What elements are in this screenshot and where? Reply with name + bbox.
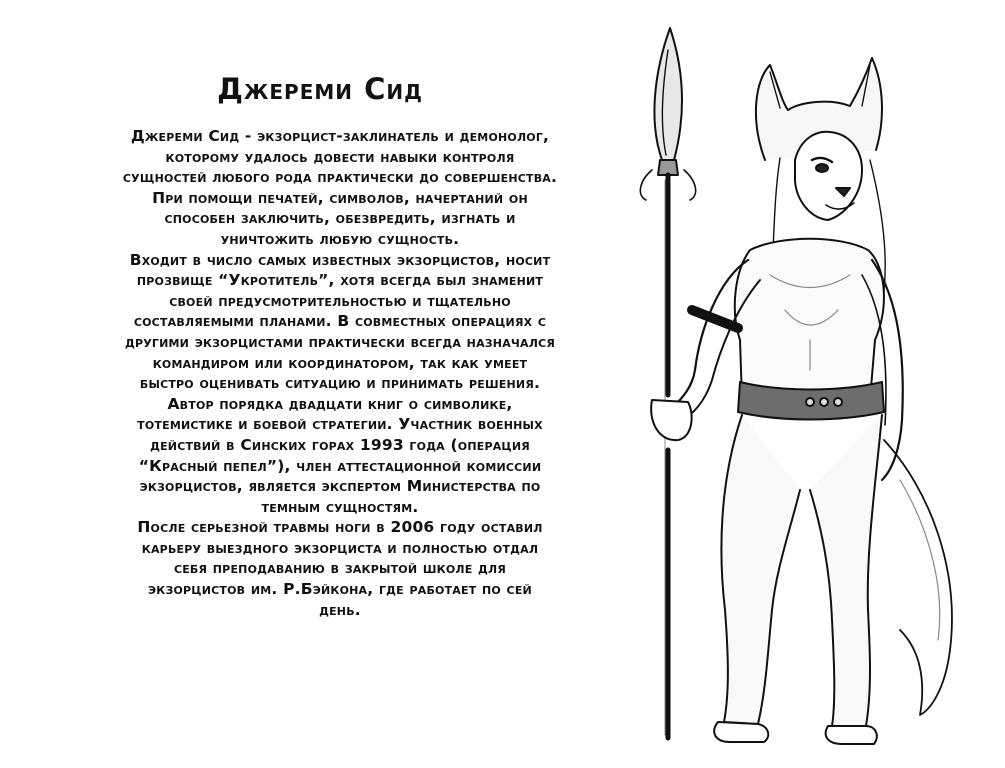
wolf-character-illustration xyxy=(600,10,1000,765)
bio-line: прозвище “Укротитель”, хотя всегда был знаменит xyxy=(136,271,544,290)
bio-line: действий в Синских горах 1993 года (операция xyxy=(150,435,530,454)
spear-icon xyxy=(640,28,695,738)
bio-line: тотемистике и боевой стратегии. Участник военных xyxy=(137,415,543,434)
bio-line: “Красный пепел”), член аттестационной комиссии xyxy=(138,456,542,475)
bio-line: командиром или координатором, так как умеет xyxy=(152,353,528,372)
bio-line: себя преподаванию в закрытой школе для xyxy=(173,559,507,578)
character-bio-text xyxy=(55,126,625,620)
bio-line: сущностей любого рода практически до совершенства. xyxy=(122,168,558,187)
bio-line: карьеру выездного экзорциста и полностью отдал xyxy=(141,538,539,557)
bio-line: которому удалось довести навыки контроля xyxy=(165,147,515,166)
wolf-legs xyxy=(714,415,882,744)
bio-line: Входит в число самых известных экзорцистов, носит xyxy=(129,250,551,269)
bio-line: При помощи печатей, символов, начертаний он xyxy=(152,188,528,207)
bio-line: способен заключить, обезвредить, изгнать и xyxy=(164,209,516,228)
bio-line: После серьезной травмы ноги в 2006 году оставил xyxy=(137,518,543,537)
wolf-torso xyxy=(735,239,884,400)
bio-line: Джереми Сид - экзорцист-заклинатель и демонолог, xyxy=(130,127,550,145)
character-name-title: Джереми Сид xyxy=(217,72,423,106)
bio-line: уничтожить любую сущность. xyxy=(220,229,460,248)
bio-line: Автор порядка двадцати книг о символике, xyxy=(167,394,513,413)
bio-line: экзорцистов, является экспертом Министерства по xyxy=(139,477,541,496)
bio-line: экзорцистов им. Р.Бэйкона, где работает по сей xyxy=(148,580,532,599)
bio-line: составляемыми планами. В совместных операциях с xyxy=(133,312,547,331)
bio-line: своей предусмотрительностью и тщательно xyxy=(169,291,511,310)
bio-line: другими экзорцистами практически всегда назначался xyxy=(124,332,556,351)
bio-line: темным сущностям. xyxy=(261,497,419,516)
bio-line: быстро оценивать ситуацию и принимать решения. xyxy=(139,374,541,393)
bio-line: день. xyxy=(319,600,361,619)
wolf-tail xyxy=(884,440,952,715)
